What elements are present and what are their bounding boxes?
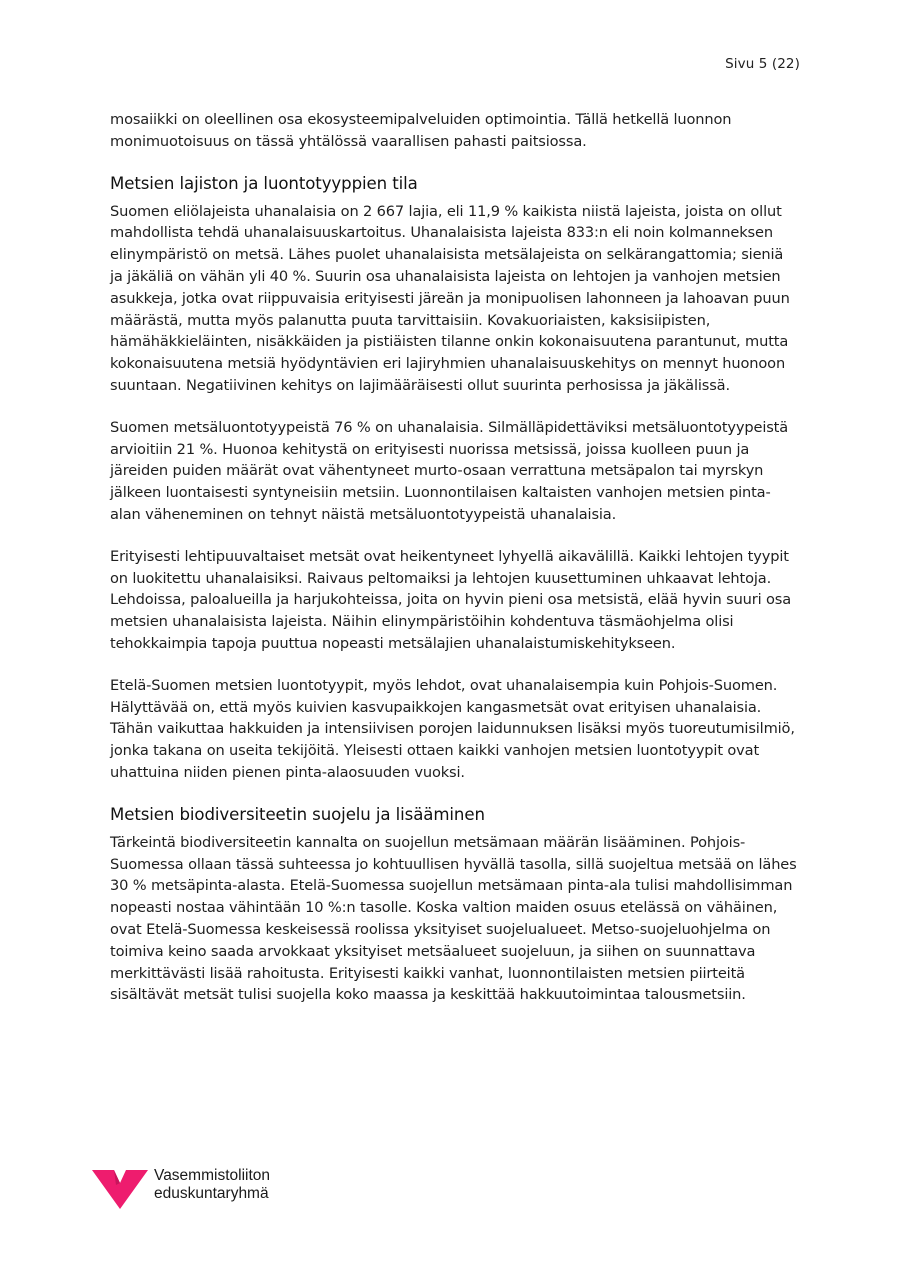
vasemmisto-v-logo-icon — [92, 1167, 148, 1209]
section-heading-species-status: Metsien lajiston ja luontotyyppien tila — [110, 173, 418, 193]
logo-text — [154, 1167, 270, 1203]
paragraph-forest-habitat-types: Suomen metsäluontotyypeistä 76 % on uhanalaisia. Silmälläpidettäviksi metsäluontotyypeistä arvioitiin 21 %. Huonoa kehitystä on erityisesti nuorissa metsissä, joissa kuolleen puun ja järeiden puiden määrät ovat vähentyneet murto-osaan verrattuna metsäpalon tai myrskyn jälkeen luontaisesti syntyneisiin metsiin. Luonnontilaisen kaltaisten vanhojen metsien pinta-alan väheneminen on tehnyt näistä metsäluontotyypeistä uhanalaisia. — [110, 418, 789, 523]
paragraph-threatened-species: Suomen eliölajeista uhanalaisia on 2 667 lajia, eli 11,9 % kaikista niistä lajeista, joista on ollut mahdollista tehdä uhanalaisuuskartoitus. Uhanalaisista lajeista 833:n eli noin kolmanneksen elinympäristö on metsä. Lähes puolet uhanalaisista metsälajeista on selkärangattomia; sieniä ja jäkäliä on vähän yli 40 %. Suurin osa uhanalaisista lajeista on lehtojen ja vanhojen metsien asukkeja, jotka ovat riippuvaisia erityisesti järeän ja monipuolisen lahonneen ja lahoavan puun määrästä, mutta myös palanutta puuta tarvittaisiin. Kovakuoriaisten, kaksisiipisten, hämähäkkieläinten, nisäkkäiden ja pistiäisten tilanne onkin kokonaisuutena parantunut, mutta kokonaisuutena metsiä hyödyntävien eri lajiryhmien uhanalaisuuskehitys on mennyt huonoon suuntaan. Negatiivinen kehitys on lajimääräisesti ollut suurinta perhosissa ja jäkälissä. — [110, 202, 790, 394]
paragraph-deciduous-forests: Erityisesti lehtipuuvaltaiset metsät ovat heikentyneet lyhyellä aikavälillä. Kaikki lehtojen tyypit on luokitettu uhanalaisiksi. Raivaus peltomaiksi ja lehtojen kuusettuminen uhkaavat lehtoja. Lehdoissa, paloalueilla ja harjukohteissa, joita on hyvin pieni osa metsistä, elää hyvin suuri osa metsien uhanalaisista lajeista. Näihin elinympäristöihin kohdentuva täsmäohjelma olisi tehokkaimpia tapoja puuttua nopeasti metsälajien uhanalaistumiskehitykseen. — [110, 547, 792, 652]
section-heading-biodiversity-protection: Metsien biodiversiteetin suojelu ja lisääminen — [110, 804, 485, 824]
logo-line-2: eduskuntaryhmä — [154, 1185, 269, 1202]
paragraph-southern-finland: Etelä-Suomen metsien luontotyypit, myös lehdot, ovat uhanalaisempia kuin Pohjois-Suomen. Hälyttävää on, että myös kuivien kasvupaikkojen kangasmetsät ovat erityisen uhanalaisia. Tähän vaikuttaa hakkuiden ja intensiivisen porojen laidunnuksen lisäksi myös tuoreutumisilmiö, jonka takana on useita tekijöitä. Yleisesti ottaen kaikki vanhojen metsien luontotyypit ovat uhattuina niiden pienen pinta-alaosuuden vuoksi. — [110, 676, 795, 781]
logo-line-1: Vasemmistoliiton — [154, 1167, 271, 1184]
paragraph-protection: Tärkeintä biodiversiteetin kannalta on suojellun metsämaan määrän lisääminen. Pohjois-Suomessa ollaan tässä suhteessa jo kohtuullisen hyvällä tasolla, sillä suojeltua metsää on lähes 30 % metsäpinta-alasta. Etelä-Suomessa suojellun metsämaan pinta-ala tulisi mahdollisimman nopeasti nostaa vähintään 10 %:n tasolle. Koska valtion maiden osuus etelässä on vähäinen, ovat Etelä-Suomessa keskeisessä roolissa yksityiset suojelualueet. Metso-suojeluohjelma on toimiva keino saada arvokkaat yksityiset metsäalueet suojeluun, ja siihen on suunnattava merkittävästi lisää rahoitusta. Erityisesti kaikki vanhat, luonnontilaisten metsien piirteitä sisältävät metsät tulisi suojella koko maassa ja keskittää hakkuutoimintaa talousmetsiin. — [110, 833, 797, 1004]
intro-paragraph: mosaiikki on oleellinen osa ekosysteemipalveluiden optimointia. Tällä hetkellä luonnon monimuotoisuus on tässä yhtälössä vaarallisen pahasti paitsiossa. — [110, 111, 732, 150]
footer-logo — [92, 1167, 270, 1209]
page-number: Sivu 5 (22) — [725, 56, 800, 72]
document-body — [110, 109, 800, 1026]
